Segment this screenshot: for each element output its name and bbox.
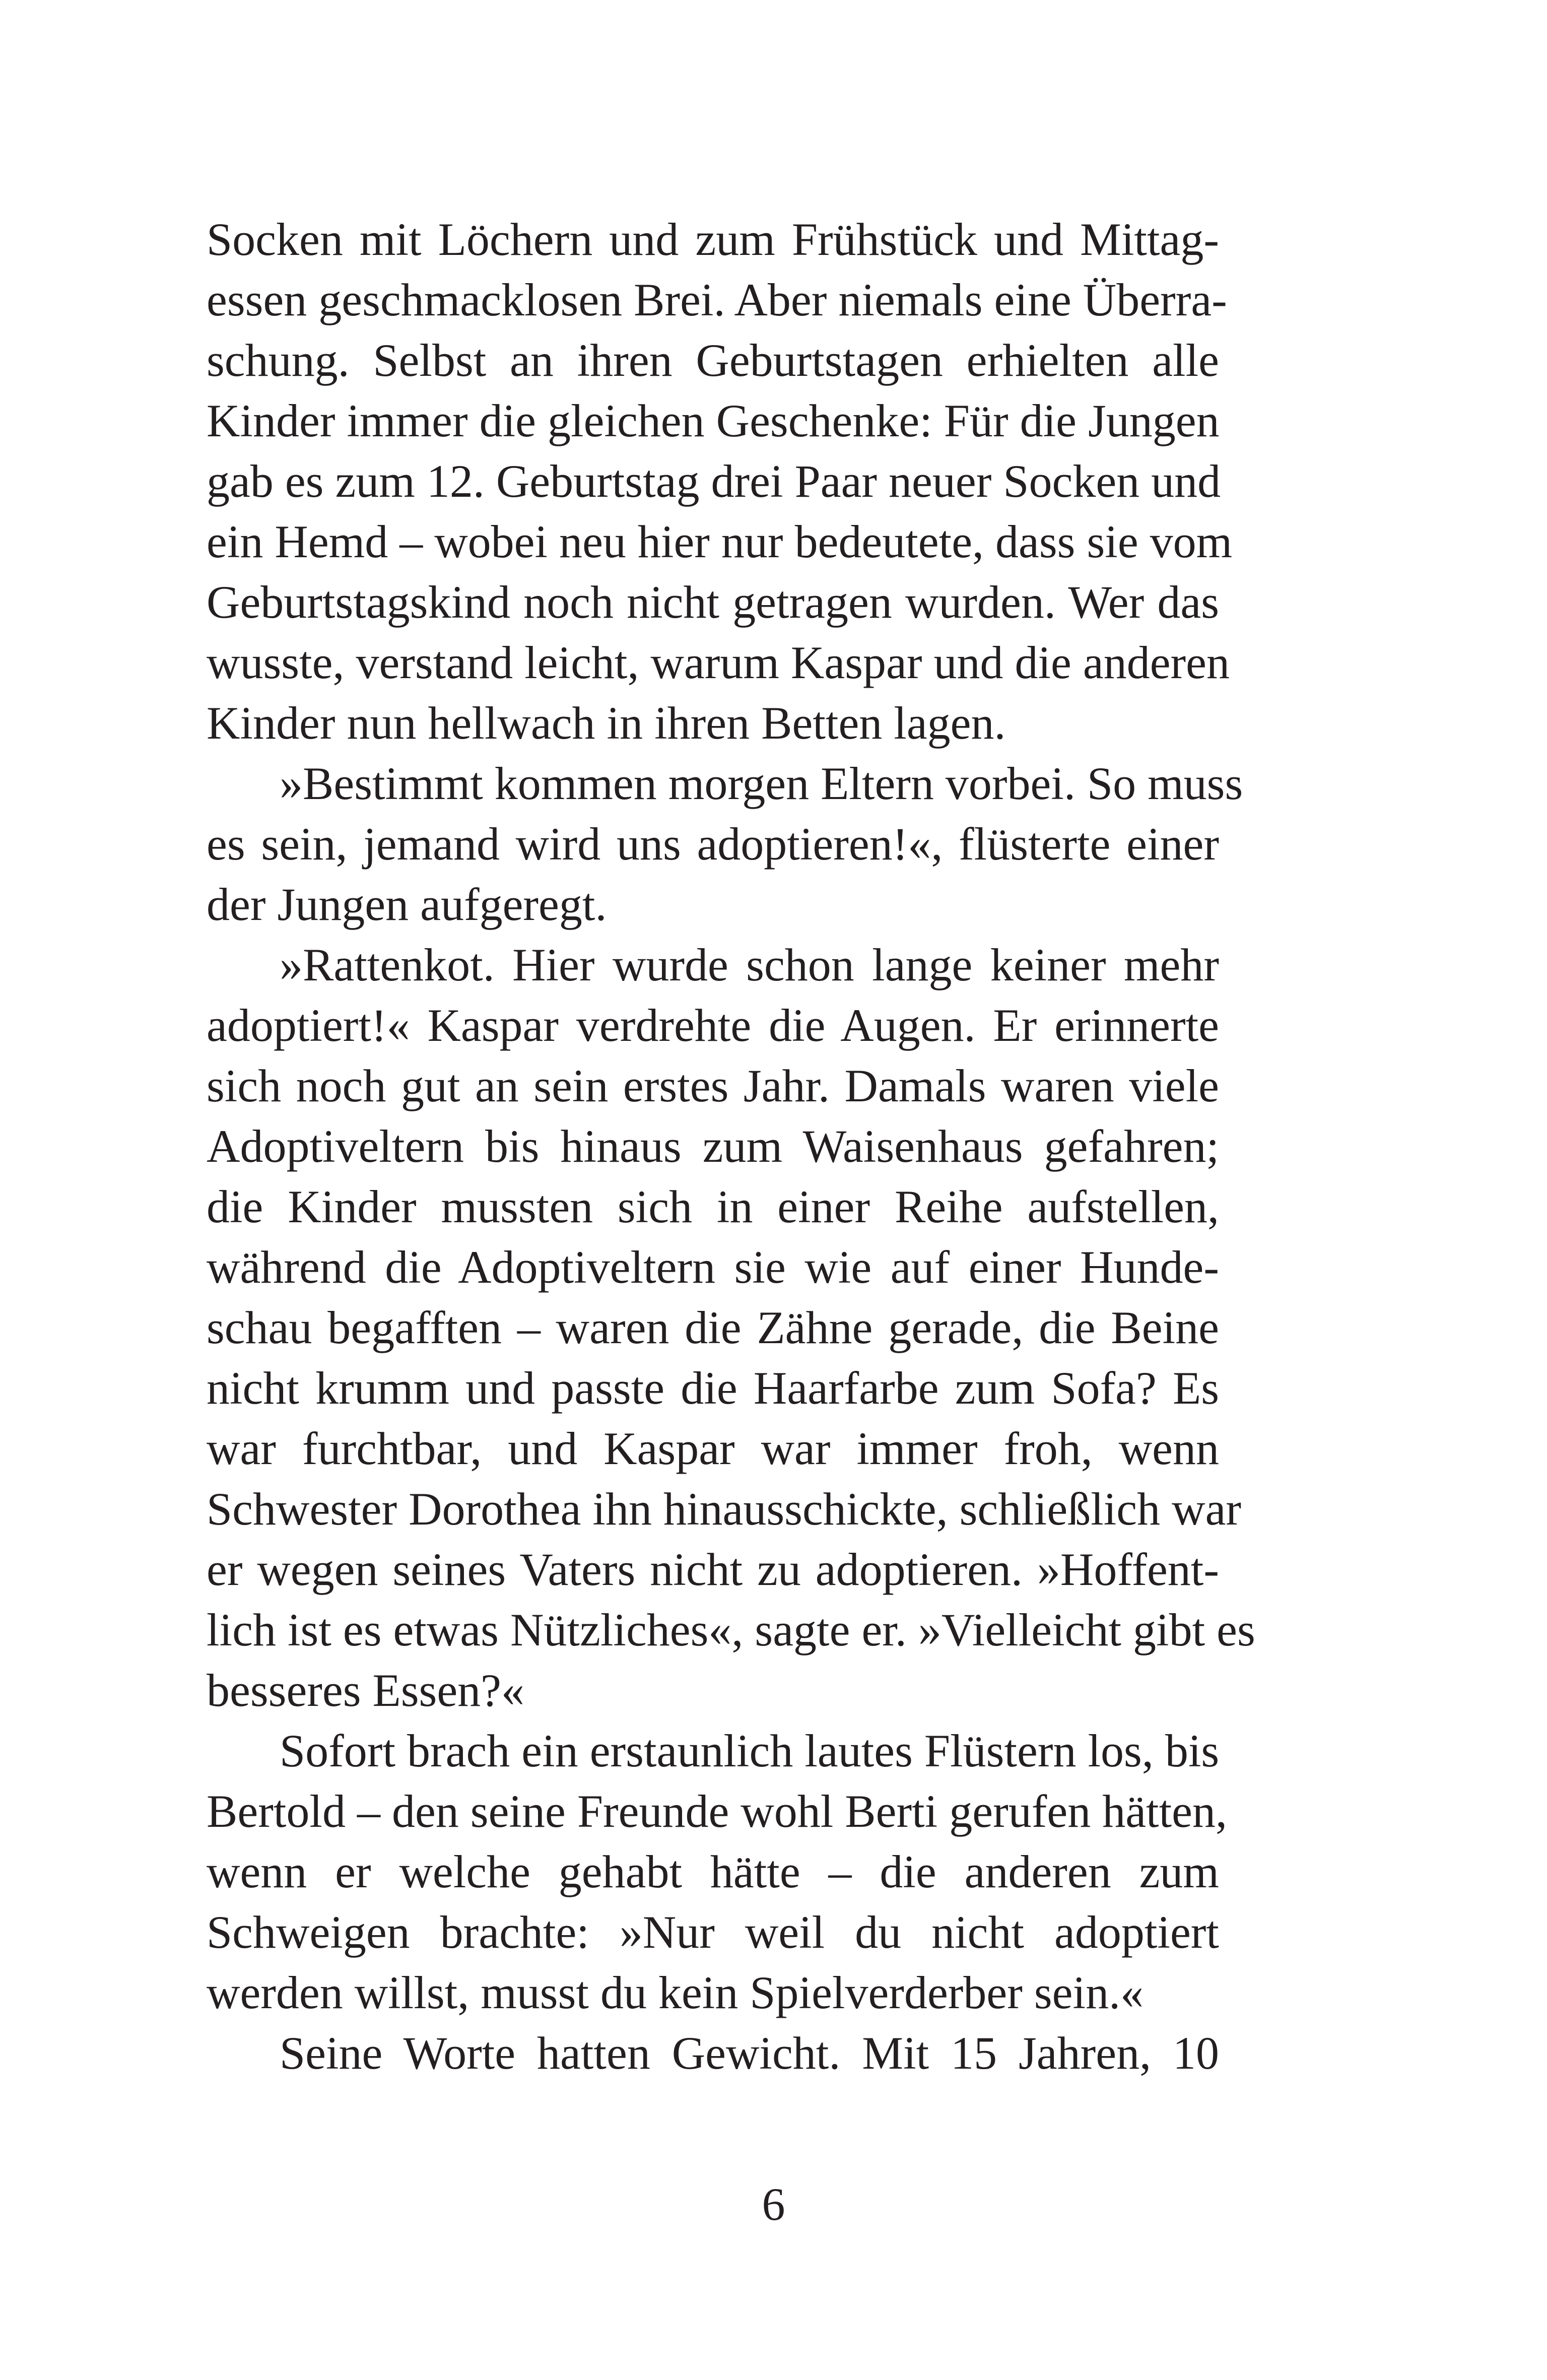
text-line: essen geschmacklosen Brei. Aber niemals eine Überra-: [207, 274, 1227, 325]
text-line: ein Hemd – wobei neu hier nur bedeutete, dass sie vom: [207, 516, 1233, 567]
text-line: Bertold – den seine Freunde wohl Berti gerufen hätten,: [207, 1786, 1227, 1837]
body-text: [207, 209, 1255, 2083]
text-line: nicht krumm und passte die Haarfarbe zum Sofa? Es: [207, 1362, 1219, 1414]
text-line: Seine Worte hatten Gewicht. Mit 15 Jahren, 10: [280, 2027, 1219, 2079]
text-line: »Rattenkot. Hier wurde schon lange keiner mehr: [280, 939, 1219, 990]
text-line: werden willst, musst du kein Spielverderber sein.«: [207, 1967, 1144, 2018]
text-line: adoptiert!« Kaspar verdrehte die Augen. Er erinnerte: [207, 1000, 1219, 1051]
text-line: lich ist es etwas Nützliches«, sagte er. »Vielleicht gibt es: [207, 1604, 1255, 1656]
text-line: war furchtbar, und Kaspar war immer froh, wenn: [207, 1423, 1219, 1474]
text-line: schau begafften – waren die Zähne gerade, die Beine: [207, 1302, 1219, 1353]
page-number: 6: [762, 2178, 785, 2230]
text-line: Sofort brach ein erstaunlich lautes Flüstern los, bis: [280, 1725, 1220, 1776]
text-line: wusste, verstand leicht, warum Kaspar und die anderen: [207, 637, 1230, 688]
text-line: es sein, jemand wird uns adoptieren!«, flüsterte einer: [207, 818, 1219, 870]
text-line: schung. Selbst an ihren Geburtstagen erhielten alle: [207, 335, 1219, 386]
text-line: sich noch gut an sein erstes Jahr. Damals waren viele: [207, 1060, 1219, 1111]
text-line: Adoptiveltern bis hinaus zum Waisenhaus gefahren;: [207, 1120, 1219, 1172]
text-line: er wegen seines Vaters nicht zu adoptieren. »Hoffent-: [207, 1544, 1219, 1595]
text-line: wenn er welche gehabt hätte – die anderen zum: [207, 1846, 1219, 1897]
text-line: während die Adoptiveltern sie wie auf einer Hunde-: [207, 1241, 1219, 1293]
text-line: »Bestimmt kommen morgen Eltern vorbei. So muss: [280, 758, 1243, 809]
text-line: besseres Essen?«: [207, 1665, 525, 1716]
text-line: Kinder nun hellwach in ihren Betten lagen.: [207, 697, 1006, 749]
text-line: die Kinder mussten sich in einer Reihe aufstellen,: [207, 1181, 1219, 1232]
text-line: gab es zum 12. Geburtstag drei Paar neuer Socken und: [207, 455, 1221, 507]
text-line: Schweigen brachte: »Nur weil du nicht adoptiert: [207, 1906, 1219, 1958]
text-line: Kinder immer die gleichen Geschenke: Für die Jungen: [207, 395, 1220, 446]
text-line: Socken mit Löchern und zum Frühstück und Mittag-: [207, 214, 1219, 265]
text-line: Schwester Dorothea ihn hinausschickte, schließlich war: [207, 1483, 1242, 1535]
text-line: der Jungen aufgeregt.: [207, 879, 607, 930]
text-line: Geburtstagskind noch nicht getragen wurden. Wer das: [207, 576, 1219, 628]
